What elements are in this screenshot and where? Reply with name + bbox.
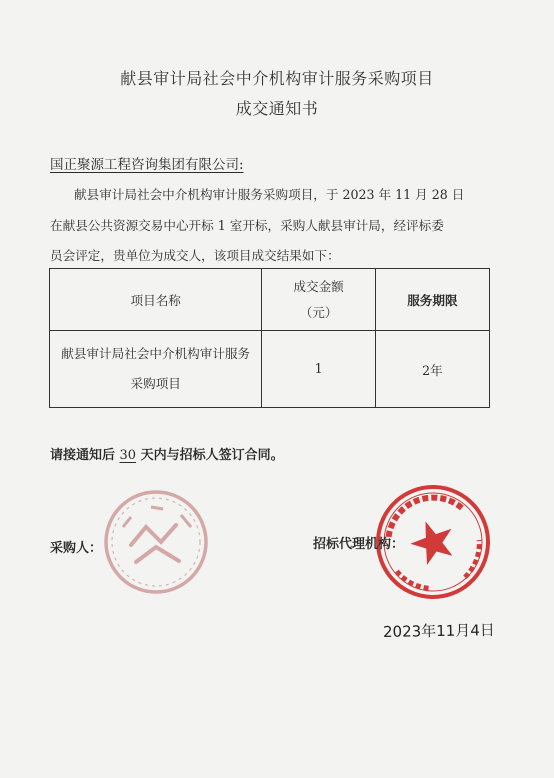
document-title: 献县审计局社会中介机构审计服务采购项目 [120,69,434,88]
cell-project-name: 献县审计局社会中介机构审计服务 采购项目 [50,331,262,408]
agent-label: 招标代理机构： [313,537,405,552]
header-amount: 成交金额 （元） [262,269,375,331]
paragraph-line-3: 员会评定，贵单位为成交人，该项目成交结果如下： [50,248,340,263]
buyer-label: 采购人： [50,541,103,556]
result-table [49,268,490,408]
paragraph-line-1: 献县审计局社会中介机构审计服务采购项目，于 2023 年 11 月 28 日 [74,187,465,202]
contract-days: 30 [119,448,137,463]
contract-notice: 请接通知后 30 天内与招标人签订合同。 [50,448,284,463]
buyer-seal-icon [101,487,211,597]
header-project-name: 项目名称 [50,269,262,331]
signature-date: 2023年11月4日 [382,621,495,641]
cell-service-period: 2年 [375,331,489,408]
header-service-period: 服务期限 [375,269,489,331]
table-row [50,331,490,408]
table-header-row [50,269,490,331]
paragraph-line-2: 在献县公共资源交易中心开标 1 室开标，采购人献县审计局，经评标委 [50,218,444,233]
addressee: 国正聚源工程咨询集团有限公司: [50,157,244,173]
document-subtitle: 成交通知书 [235,99,319,118]
cell-amount: 1 [262,331,375,408]
